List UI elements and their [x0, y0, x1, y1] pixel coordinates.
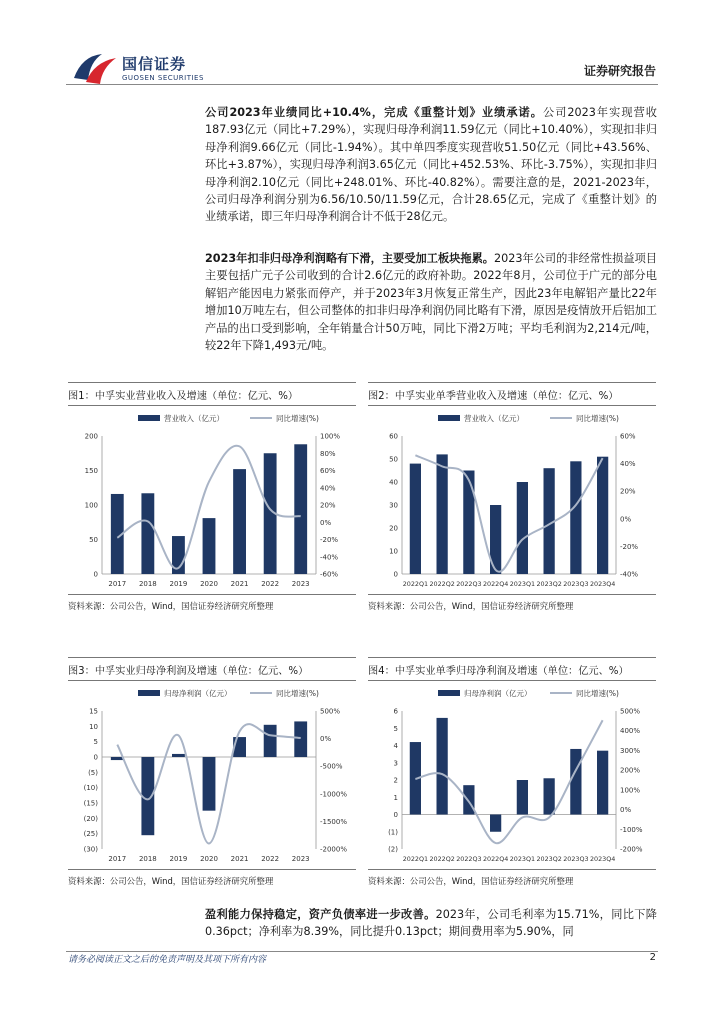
page-number: 2 [649, 952, 656, 963]
x-tick-label: 2023Q3 [563, 855, 589, 863]
paragraph-deducted-profit [205, 250, 657, 354]
y-tick-label-right: 40% [620, 460, 636, 469]
y-tick-label-left: 1 [393, 793, 398, 802]
figure-3-chart [68, 681, 356, 869]
figure-1-chart [68, 406, 356, 594]
footer-disclaimer: 请务必阅读正文之后的免责声明及其项下所有内容 [68, 955, 267, 965]
paragraph-deducted-profit-body: 2023年公司的非经常性损益项目主要包括广元子公司收到的合计2.6亿元的政府补助。2022年8月，公司位于广元的部分电解铝产能因电力紧张而停产，并于2023年3月恢复正常生产，因此23年电解铝产量比22年增加10万吨左右，但公司整体的扣非归母净利润仍同比略有下滑，原因是疫情放开后铝加工产品的出口受到影响，全年销量合计50万吨，同比下滑2万吨；平均毛利润为2,214元/吨，较22年下降1,493元/吨。 [205, 252, 657, 353]
x-tick-label: 2019 [169, 855, 188, 863]
x-tick-label: 2022Q4 [482, 855, 509, 863]
y-tick-label-right: -2000% [320, 845, 347, 854]
header-divider [66, 84, 658, 85]
bar-2019 [172, 754, 185, 757]
bar-2022Q2 [437, 454, 448, 574]
bar-2023 [294, 444, 307, 574]
y-tick-label-right: -100% [620, 825, 643, 834]
y-tick-label-left: (2) [388, 845, 398, 854]
figure-4-source: 资料来源：公司公告，Wind，国信证券经济研究所整理 [368, 869, 656, 887]
legend-line-label: 同比增速(%) [276, 414, 319, 423]
y-tick-label-right: -200% [620, 845, 643, 854]
x-tick-label: 2023Q2 [536, 855, 562, 863]
paragraph-profitability [205, 906, 657, 941]
y-tick-label-right: 20% [620, 487, 636, 496]
y-tick-label-left: 20 [389, 524, 398, 533]
y-tick-label-right: 80% [320, 449, 336, 458]
bar-2023Q1 [517, 780, 528, 815]
legend-line-label: 同比增速(%) [576, 689, 619, 698]
x-tick-label: 2020 [200, 580, 218, 588]
y-tick-label-left: (30) [83, 845, 98, 854]
figure-3-source: 资料来源：公司公告，Wind，国信证券经济研究所整理 [68, 869, 356, 887]
figure-1-source: 资料来源：公司公告，Wind，国信证券经济研究所整理 [68, 594, 356, 612]
y-tick-label-left: 50 [89, 536, 98, 544]
x-tick-label: 2023 [291, 580, 310, 588]
y-tick-label-right: 60% [320, 467, 336, 475]
bar-2023Q2 [544, 778, 555, 814]
x-tick-label: 2021 [230, 580, 249, 588]
paragraph-earnings [205, 104, 657, 226]
x-tick-label: 2020 [200, 855, 218, 863]
legend-bar-label: 归母净利润（亿元） [164, 689, 232, 698]
legend-bar-label: 归母净利润（亿元） [464, 689, 532, 698]
y-tick-label-right: 300% [620, 746, 641, 755]
y-tick-label-right: 20% [320, 501, 336, 510]
y-tick-label-right: -1500% [320, 817, 347, 826]
x-tick-label: 2023Q4 [589, 855, 616, 863]
y-tick-label-left: 5 [393, 724, 398, 733]
x-tick-label: 2023 [291, 855, 310, 863]
paragraph-profitability-body: 2023年，公司毛利率为15.71%，同比下降0.36pct；净利率为8.39%，同比提升0.13pct；期间费用率为5.90%，同 [205, 908, 657, 939]
y-tick-label-right: 100% [620, 786, 641, 795]
y-tick-label-right: 200% [620, 766, 641, 775]
x-tick-label: 2022Q1 [402, 580, 429, 588]
y-tick-label-left: 0 [393, 570, 398, 579]
y-tick-label-right: 400% [620, 727, 641, 736]
x-tick-label: 2022Q3 [456, 580, 482, 588]
bar-2023Q3 [570, 461, 581, 574]
x-tick-label: 2022 [261, 855, 280, 863]
bar-2020 [203, 518, 216, 574]
x-tick-label: 2023Q4 [589, 580, 616, 588]
legend-bar-swatch [138, 690, 160, 696]
y-tick-label-right: -20% [320, 536, 339, 544]
figure-3 [68, 657, 356, 887]
paragraph-earnings-body: 公司2023年实现营收187.93亿元（同比+7.29%），实现归母净利润11.59亿元（同比+10.40%），实现扣非归母净利润9.66亿元（同比-1.94%）。其中单四季度实现营收51.50亿元（同比+43.56%、环比+3.87%），实现归母净利润3.65亿元（同比+452.53%、环比-3.75%），实现扣非归母净利润2.10亿元（同比+248.01%、环比-40.82%）。需要注意的是，2021-2023年，公司归母净利润分别为6.56/10.50/11.59亿元，合计28.65亿元，完成了《重整计划》的业绩承诺，即三年归母净利润合计不低于28亿元。 [205, 106, 657, 224]
figure-2-title: 图2：中孚实业单季营业收入及增速（单位：亿元、%） [368, 382, 656, 406]
y-tick-label-left: 0 [393, 811, 398, 819]
x-tick-label: 2022Q2 [429, 855, 455, 863]
y-tick-label-left: 100 [84, 501, 98, 510]
x-tick-label: 2019 [169, 580, 188, 588]
bar-2022 [264, 725, 277, 757]
y-tick-label-right: 60% [620, 432, 636, 441]
y-tick-label-left: 0 [93, 570, 98, 579]
paragraph-deducted-profit-lead: 2023年扣非归母净利润略有下滑，主要受加工板块拖累。 [205, 252, 494, 265]
x-tick-label: 2023Q2 [536, 580, 562, 588]
paragraph-profitability-lead: 盈利能力保持稳定，资产负债率进一步改善。 [205, 908, 436, 921]
y-tick-label-left: 50 [389, 455, 398, 464]
figure-3-title: 图3：中孚实业归母净利润及增速（单位：亿元、%） [68, 657, 356, 681]
y-tick-label-left: (1) [388, 828, 398, 837]
y-tick-label-right: -500% [320, 762, 343, 771]
x-tick-label: 2017 [108, 855, 127, 863]
y-tick-label-left: (5) [88, 768, 98, 777]
logo-text-en: GUOSEN SECURITIES [122, 74, 204, 82]
legend-line-label: 同比增速(%) [276, 689, 319, 698]
figure-4-title: 图4：中孚实业单季归母净利润及增速（单位：亿元、%） [368, 657, 656, 681]
bar-2022Q1 [410, 464, 421, 574]
figure-2-chart [368, 406, 656, 594]
y-tick-label-left: (15) [83, 799, 98, 808]
bar-2021 [233, 469, 246, 574]
y-tick-label-right: -40% [320, 553, 339, 562]
x-tick-label: 2022Q3 [456, 855, 482, 863]
legend-bar-swatch [438, 415, 460, 421]
bar-2023 [294, 721, 307, 757]
y-tick-label-right: -60% [320, 570, 339, 579]
y-tick-label-right: 0% [320, 735, 332, 744]
paragraph-earnings-lead: 公司2023年业绩同比+10.4%，完成《重整计划》业绩承诺。 [205, 106, 543, 119]
figure-1 [68, 382, 356, 612]
y-tick-label-left: (10) [83, 784, 98, 793]
x-tick-label: 2017 [108, 580, 127, 588]
y-tick-label-left: 3 [393, 759, 398, 768]
legend-bar-label: 营业收入（亿元） [164, 414, 224, 423]
y-tick-label-left: 5 [93, 738, 98, 747]
bar-2023Q4 [597, 457, 608, 574]
y-tick-label-left: 10 [389, 547, 398, 556]
y-tick-label-right: 0% [320, 518, 332, 527]
bar-2023Q1 [517, 482, 528, 574]
y-tick-label-left: 0 [93, 753, 98, 762]
x-tick-label: 2023Q1 [509, 580, 536, 588]
x-tick-label: 2018 [138, 580, 157, 588]
y-tick-label-left: (25) [83, 830, 98, 839]
bar-2023Q3 [570, 749, 581, 815]
x-tick-label: 2022Q4 [482, 580, 509, 588]
y-tick-label-right: 0% [620, 806, 632, 815]
y-tick-label-left: 60 [389, 432, 398, 441]
figure-2 [368, 382, 656, 612]
y-tick-label-right: 0% [620, 515, 632, 524]
y-tick-label-left: 10 [89, 722, 98, 731]
figure-2-source: 资料来源：公司公告，Wind，国信证券经济研究所整理 [368, 594, 656, 612]
x-tick-label: 2023Q1 [509, 855, 536, 863]
x-tick-label: 2018 [138, 855, 157, 863]
bar-2022Q2 [437, 718, 448, 815]
y-tick-label-right: -1000% [320, 790, 347, 799]
legend-bar-swatch [138, 415, 160, 421]
y-tick-label-right: 500% [320, 707, 341, 716]
report-type-label: 证券研究报告 [583, 64, 656, 78]
y-tick-label-right: 500% [620, 707, 641, 716]
legend-line-label: 同比增速(%) [576, 414, 619, 423]
figure-4-chart [368, 681, 656, 869]
y-tick-label-right: -40% [620, 570, 639, 579]
bar-2022Q3 [463, 785, 474, 814]
bar-2022Q3 [463, 471, 474, 575]
y-tick-label-left: 6 [393, 707, 398, 716]
legend-bar-swatch [438, 690, 460, 696]
y-tick-label-left: 150 [84, 467, 98, 475]
y-tick-label-left: 15 [89, 707, 98, 716]
x-tick-label: 2021 [230, 855, 249, 863]
guosen-logo-icon [72, 50, 118, 86]
bar-2023Q4 [597, 751, 608, 815]
y-tick-label-left: 40 [389, 478, 398, 487]
bar-2020 [203, 757, 216, 811]
figure-1-title: 图1：中孚实业营业收入及增速（单位：亿元、%） [68, 382, 356, 406]
y-tick-label-left: 2 [393, 776, 398, 785]
y-tick-label-left: 30 [389, 501, 398, 510]
figure-4 [368, 657, 656, 887]
x-tick-label: 2023Q3 [563, 580, 589, 588]
y-tick-label-right: 100% [320, 432, 341, 441]
y-tick-label-left: (20) [83, 814, 98, 823]
x-tick-label: 2022Q1 [402, 855, 429, 863]
x-tick-label: 2022Q2 [429, 580, 455, 588]
bar-2018 [141, 493, 154, 574]
bar-2022Q4 [490, 815, 501, 832]
y-tick-label-left: 200 [84, 432, 98, 441]
y-tick-label-right: 40% [320, 484, 336, 493]
logo-text-cn: 国信证券 [122, 55, 187, 73]
y-tick-label-right: -20% [620, 542, 639, 551]
legend-bar-label: 营业收入（亿元） [464, 414, 524, 423]
y-tick-label-left: 4 [393, 742, 398, 750]
x-tick-label: 2022 [261, 580, 280, 588]
